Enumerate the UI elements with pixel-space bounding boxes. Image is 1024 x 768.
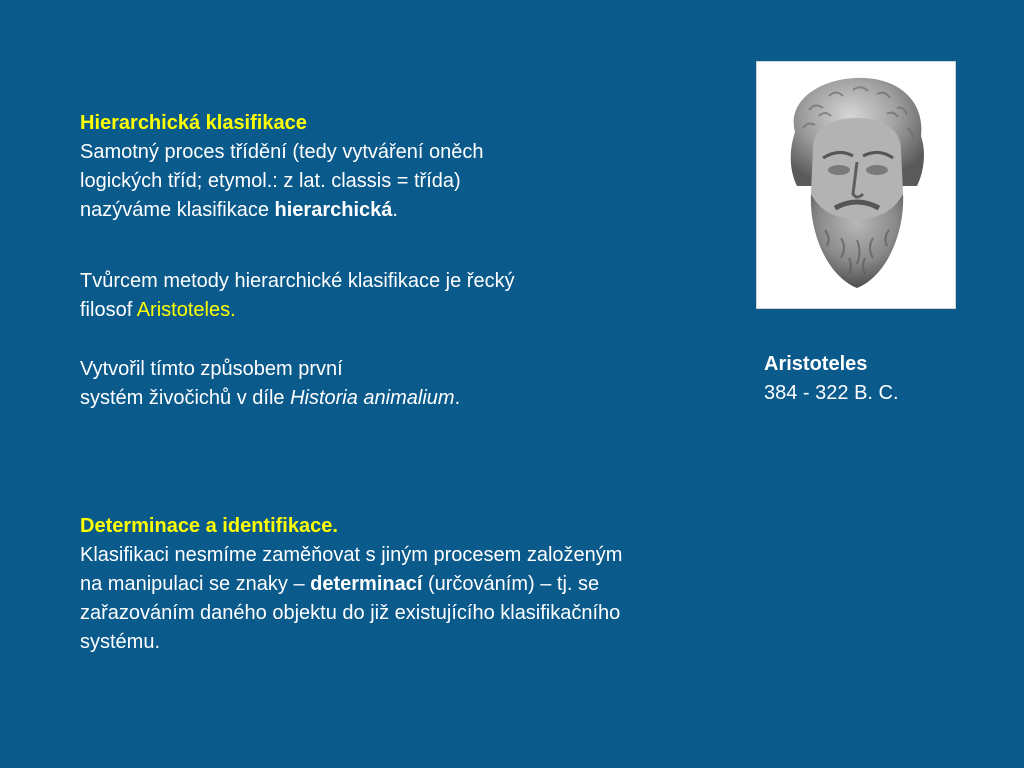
hierarchical-line-3-text: nazýváme klasifikace xyxy=(80,199,275,221)
portrait-caption xyxy=(764,350,899,408)
determination-heading: Determinace a identifikace. xyxy=(80,515,338,537)
creator-section xyxy=(80,267,515,325)
creator-line-1: Tvůrcem metody hierarchické klasifikace je řecký xyxy=(80,270,515,292)
system-line-2-text: systém živočichů v díle xyxy=(80,387,291,409)
animal-system-section xyxy=(80,355,460,413)
determination-line-2-end: (určováním) – tj. se xyxy=(422,573,600,595)
determination-line-4: systému. xyxy=(80,631,161,653)
system-line-2-end: . xyxy=(454,387,461,409)
determination-term-bold: determinací xyxy=(310,573,423,595)
portrait-caption-dates: 384 - 322 B. C. xyxy=(764,382,899,404)
hierarchical-line-3-end: . xyxy=(392,199,398,221)
hierarchical-term-bold: hierarchická xyxy=(274,199,393,221)
work-title-italic: Historia animalium xyxy=(290,387,455,409)
creator-line-2 xyxy=(80,296,515,325)
system-line-1: Vytvořil tímto způsobem první xyxy=(80,358,343,380)
determination-line-2-text: na manipulaci se znaky – xyxy=(80,573,311,595)
portrait-caption-name: Aristoteles xyxy=(764,353,868,375)
determination-section xyxy=(80,512,622,657)
aristotle-bust-image xyxy=(756,61,956,309)
hierarchical-line-2: logických tříd; etymol.: z lat. classis = třída) xyxy=(80,170,461,192)
determination-line-2 xyxy=(80,570,622,599)
determination-line-1: Klasifikaci nesmíme zaměňovat s jiným procesem založeným xyxy=(80,544,623,566)
hierarchical-classification-heading: Hierarchická klasifikace xyxy=(80,112,307,134)
system-line-2 xyxy=(80,384,460,413)
hierarchical-line-1: Samotný proces třídění (tedy vytváření oněch xyxy=(80,141,484,163)
creator-line-2-text: filosof xyxy=(80,299,137,321)
aristotle-name-highlight: Aristoteles. xyxy=(136,299,236,321)
hierarchical-line-3 xyxy=(80,196,484,225)
determination-line-3: zařazováním daného objektu do již existujícího klasifikačního xyxy=(80,602,621,624)
hierarchical-classification-section xyxy=(80,109,484,225)
